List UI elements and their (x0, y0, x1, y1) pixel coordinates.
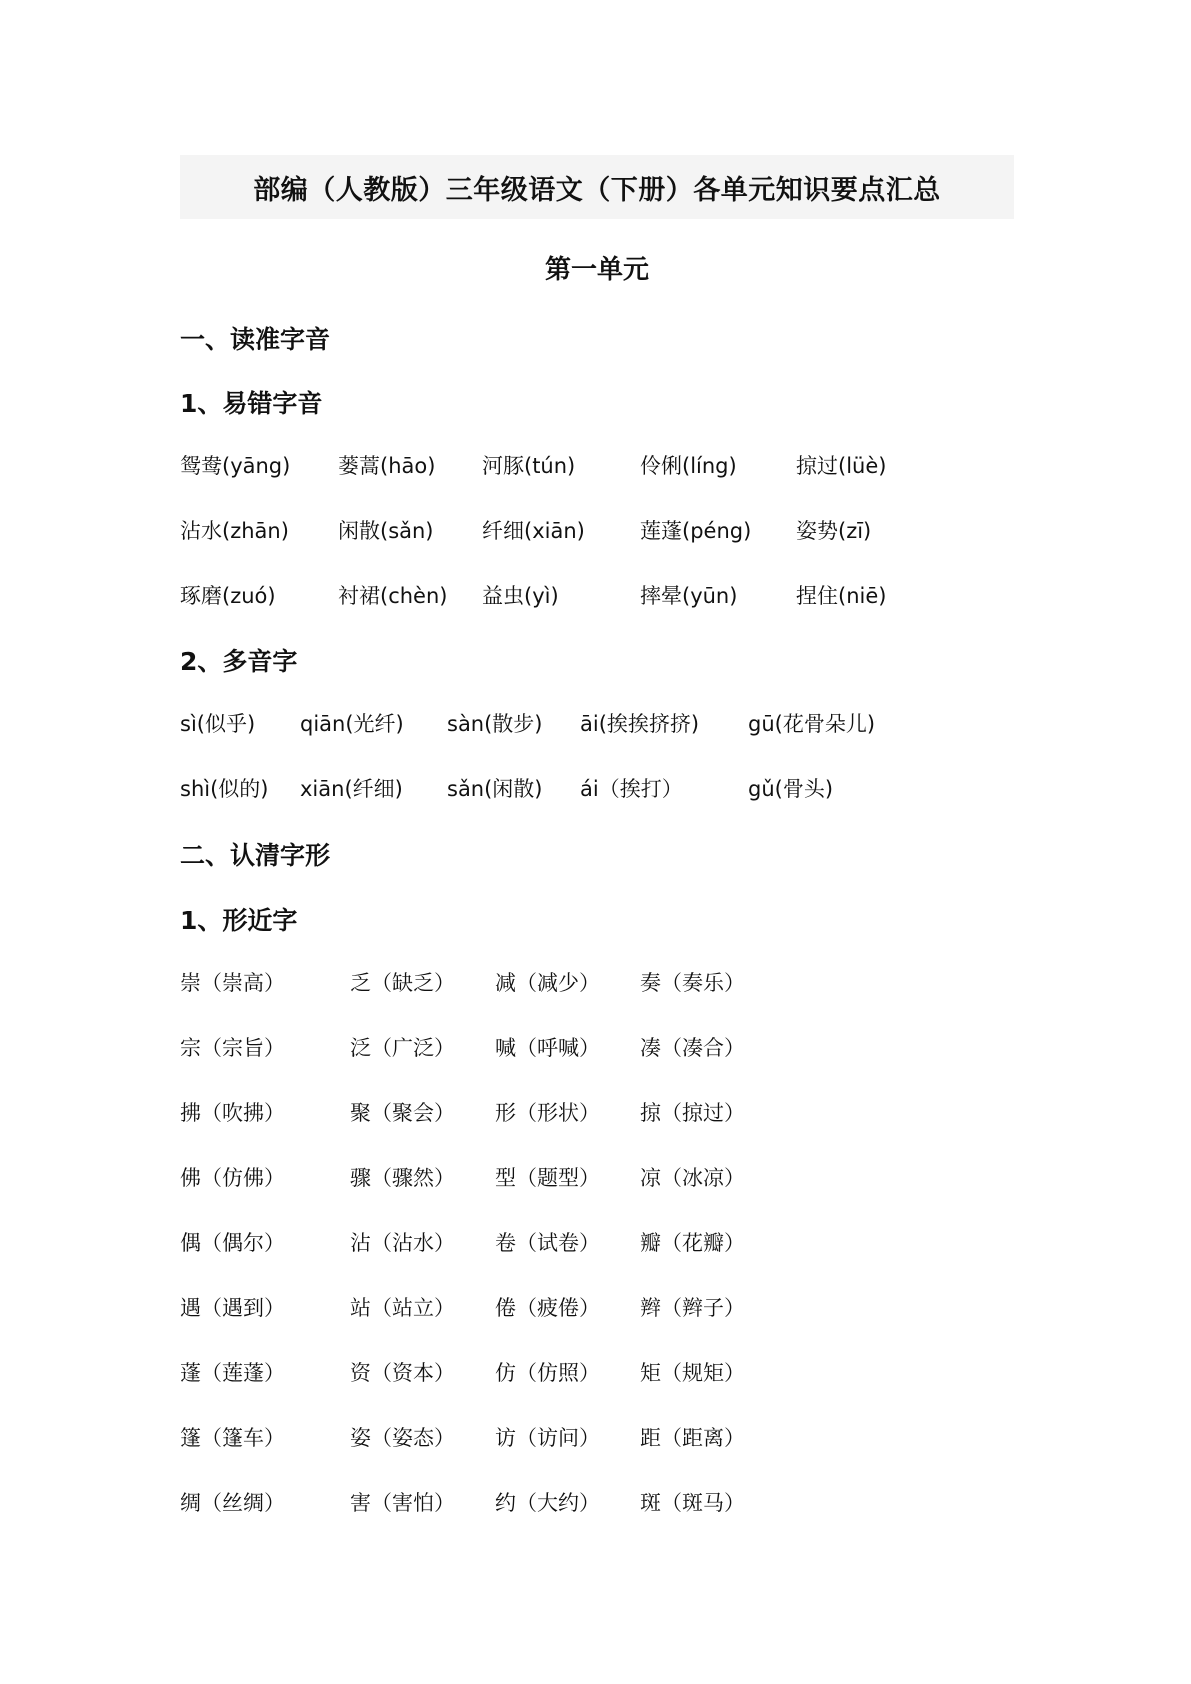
word-item: 访（访问） (495, 1426, 600, 1450)
word-item: 偶（偶尔） (180, 1231, 285, 1255)
similar-char-row (180, 967, 1080, 1003)
word-item: qiān(光纤) (300, 712, 404, 736)
word-item: 宗（宗旨） (180, 1036, 285, 1060)
word-item: xiān(纤细) (300, 777, 403, 801)
word-item: 佛（仿佛） (180, 1166, 285, 1190)
word-item: shì(似的) (180, 777, 269, 801)
word-item: 倦（疲倦） (495, 1296, 600, 1320)
word-item: 莲蓬(péng) (640, 519, 752, 543)
unit-title: 第一单元 (544, 255, 649, 285)
word-item: 鸳鸯(yāng) (180, 454, 291, 478)
polyphone-row (180, 708, 1080, 744)
subheading-similar-characters: 1、形近字 (180, 906, 298, 935)
word-item: 矩（规矩） (640, 1361, 745, 1385)
section-heading-pronunciation: 一、读准字音 (180, 325, 331, 354)
word-item: 姿（姿态） (350, 1426, 455, 1450)
word-item: 距（距离） (640, 1426, 745, 1450)
word-item: gǔ(骨头) (748, 777, 834, 801)
easy-wrong-row (180, 515, 1080, 551)
word-item: sǎn(闲散) (447, 777, 543, 801)
word-item: 掠过(lüè) (796, 454, 887, 478)
word-item: 沾水(zhān) (180, 519, 289, 543)
word-item: 喊（呼喊） (495, 1036, 600, 1060)
polyphone-row (180, 773, 1080, 809)
word-item: gū(花骨朵儿) (748, 712, 876, 736)
easy-wrong-row (180, 450, 1080, 486)
word-item: 伶俐(líng) (640, 454, 737, 478)
similar-char-row (180, 1357, 1080, 1393)
word-item: ái（挨打） (580, 777, 683, 801)
word-item: 拂（吹拂） (180, 1101, 285, 1125)
word-item: 河豚(tún) (482, 454, 576, 478)
word-item: 泛（广泛） (350, 1036, 455, 1060)
word-item: 沾（沾水） (350, 1231, 455, 1255)
subheading-polyphones: 2、多音字 (180, 647, 298, 676)
word-item: 摔晕(yūn) (640, 584, 738, 608)
word-item: āi(挨挨挤挤) (580, 712, 700, 736)
word-item: 形（形状） (495, 1101, 600, 1125)
word-item: 卷（试卷） (495, 1231, 600, 1255)
word-item: 崇（崇高） (180, 971, 285, 995)
word-item: 仿（仿照） (495, 1361, 600, 1385)
word-item: 乏（缺乏） (350, 971, 455, 995)
similar-char-row (180, 1162, 1080, 1198)
word-item: 害（害怕） (350, 1491, 455, 1515)
easy-wrong-row (180, 580, 1080, 616)
word-item: 骤（骤然） (350, 1166, 455, 1190)
similar-char-row (180, 1292, 1080, 1328)
word-item: 辫（辫子） (640, 1296, 745, 1320)
word-item: 琢磨(zuó) (180, 584, 276, 608)
word-item: 凑（凑合） (640, 1036, 745, 1060)
subheading-easy-wrong-sounds: 1、易错字音 (180, 389, 323, 418)
word-item: 篷（篷车） (180, 1426, 285, 1450)
word-item: 站（站立） (350, 1296, 455, 1320)
word-item: 掠（掠过） (640, 1101, 745, 1125)
word-item: sì(似乎) (180, 712, 256, 736)
word-item: 减（减少） (495, 971, 600, 995)
word-item: 蓬（莲蓬） (180, 1361, 285, 1385)
word-item: 凉（冰凉） (640, 1166, 745, 1190)
word-item: 绸（丝绸） (180, 1491, 285, 1515)
word-item: 聚（聚会） (350, 1101, 455, 1125)
word-item: 奏（奏乐） (640, 971, 745, 995)
word-item: 姿势(zī) (796, 519, 872, 543)
word-item: 闲散(sǎn) (338, 519, 434, 543)
word-item: 捏住(niē) (796, 584, 887, 608)
word-item: 遇（遇到） (180, 1296, 285, 1320)
word-item: 益虫(yì) (482, 584, 559, 608)
similar-char-row (180, 1422, 1080, 1458)
document-title: 部编（人教版）三年级语文（下册）各单元知识要点汇总 (180, 155, 1014, 219)
word-item: 瓣（花瓣） (640, 1231, 745, 1255)
word-item: 衬裙(chèn) (338, 584, 448, 608)
similar-char-row (180, 1487, 1080, 1523)
word-item: 蒌蒿(hāo) (338, 454, 436, 478)
section-heading-character-forms: 二、认清字形 (180, 841, 331, 870)
word-item: 斑（斑马） (640, 1491, 745, 1515)
word-item: 资（资本） (350, 1361, 455, 1385)
similar-char-row (180, 1097, 1080, 1133)
word-item: 纤细(xiān) (482, 519, 585, 543)
word-item: sàn(散步) (447, 712, 543, 736)
word-item: 约（大约） (495, 1491, 600, 1515)
word-item: 型（题型） (495, 1166, 600, 1190)
similar-char-row (180, 1227, 1080, 1263)
similar-char-row (180, 1032, 1080, 1068)
